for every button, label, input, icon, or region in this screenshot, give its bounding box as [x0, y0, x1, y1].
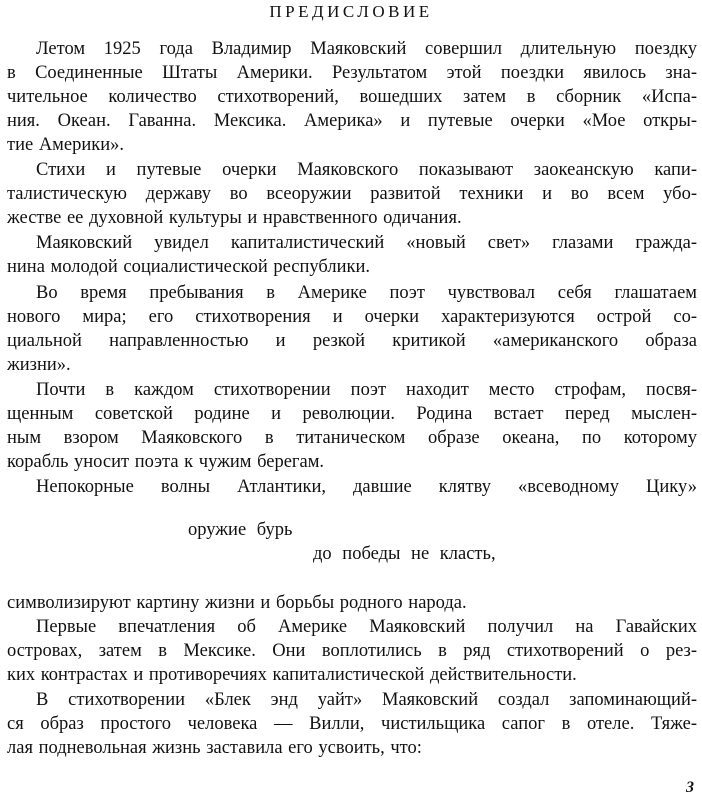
text-line: ких контрастах и противоречиях капиталистической действительности. — [7, 665, 577, 685]
text-line: чительное количество стихотворений, вошедших затем в сборник «Испа- — [7, 87, 697, 107]
text-line: корабль уносит поэта к чужим берегам. — [7, 452, 325, 472]
text-line: Летом 1925 года Владимир Маяковский совершил длительную поездку — [36, 39, 697, 59]
text-line: нина молодой социалистической республики. — [7, 257, 371, 277]
text-line: циальной направленностью и резкой критикой «американского образа — [7, 331, 697, 351]
text-line: нового мира; его стихотворения и очерки характеризуются острой со- — [7, 307, 697, 327]
text-line: щенным советской родине и революции. Родина встает перед мыслен- — [7, 404, 697, 424]
page-title: ПРЕДИСЛОВИЕ — [269, 2, 433, 21]
text-line: Во время пребывания в Америке поэт чувствовал себя глашатаем — [36, 283, 697, 303]
page-number: 3 — [686, 779, 694, 796]
text-line: В стихотворении «Блек энд уайт» Маяковский создал запоминающий- — [36, 690, 697, 710]
text-line: Почти в каждом стихотворении поэт находит место строфам, посвя- — [36, 380, 697, 400]
text-line: ния. Океан. Гаванна. Мексика. Америка» и путевые очерки «Мое откры- — [7, 111, 697, 131]
text-line: лая подневольная жизнь заставила его усвоить, что: — [7, 738, 422, 758]
text-line: ным взором Маяковского в титаническом образе океана, по которому — [7, 428, 697, 448]
text-line: Первые впечатления об Америке Маяковский получил на Гавайских — [36, 617, 697, 637]
text-line: в Соединенные Штаты Америки. Результатом этой поездки явилось зна- — [7, 63, 697, 83]
text-line: жестве ее духовной культуры и нравственного одичания. — [7, 208, 462, 228]
verse-line: до победы не класть, — [313, 544, 496, 564]
text-line: Непокорные волны Атлантики, давшие клятву «всеводному Цику» — [36, 477, 697, 497]
text-line: талистическую державу во всеоружии развитой техники и во всем убо- — [7, 184, 697, 204]
text-line: символизируют картину жизни и борьбы родного народа. — [7, 593, 467, 613]
text-line: тие Америки». — [7, 135, 125, 155]
text-line: ся образ простого человека — Вилли, чистильщика сапог в отеле. Тяже- — [7, 714, 697, 734]
text-line: жизни». — [7, 355, 71, 375]
text-line: Маяковский увидел капиталистический «новый свет» глазами гражда- — [36, 233, 697, 253]
text-line: Стихи и путевые очерки Маяковского показывают заокеанскую капи- — [36, 160, 697, 180]
text-line: островах, затем в Мексике. Они воплотились в ряд стихотворений о рез- — [7, 641, 697, 661]
verse-line: оружие бурь — [188, 520, 293, 540]
